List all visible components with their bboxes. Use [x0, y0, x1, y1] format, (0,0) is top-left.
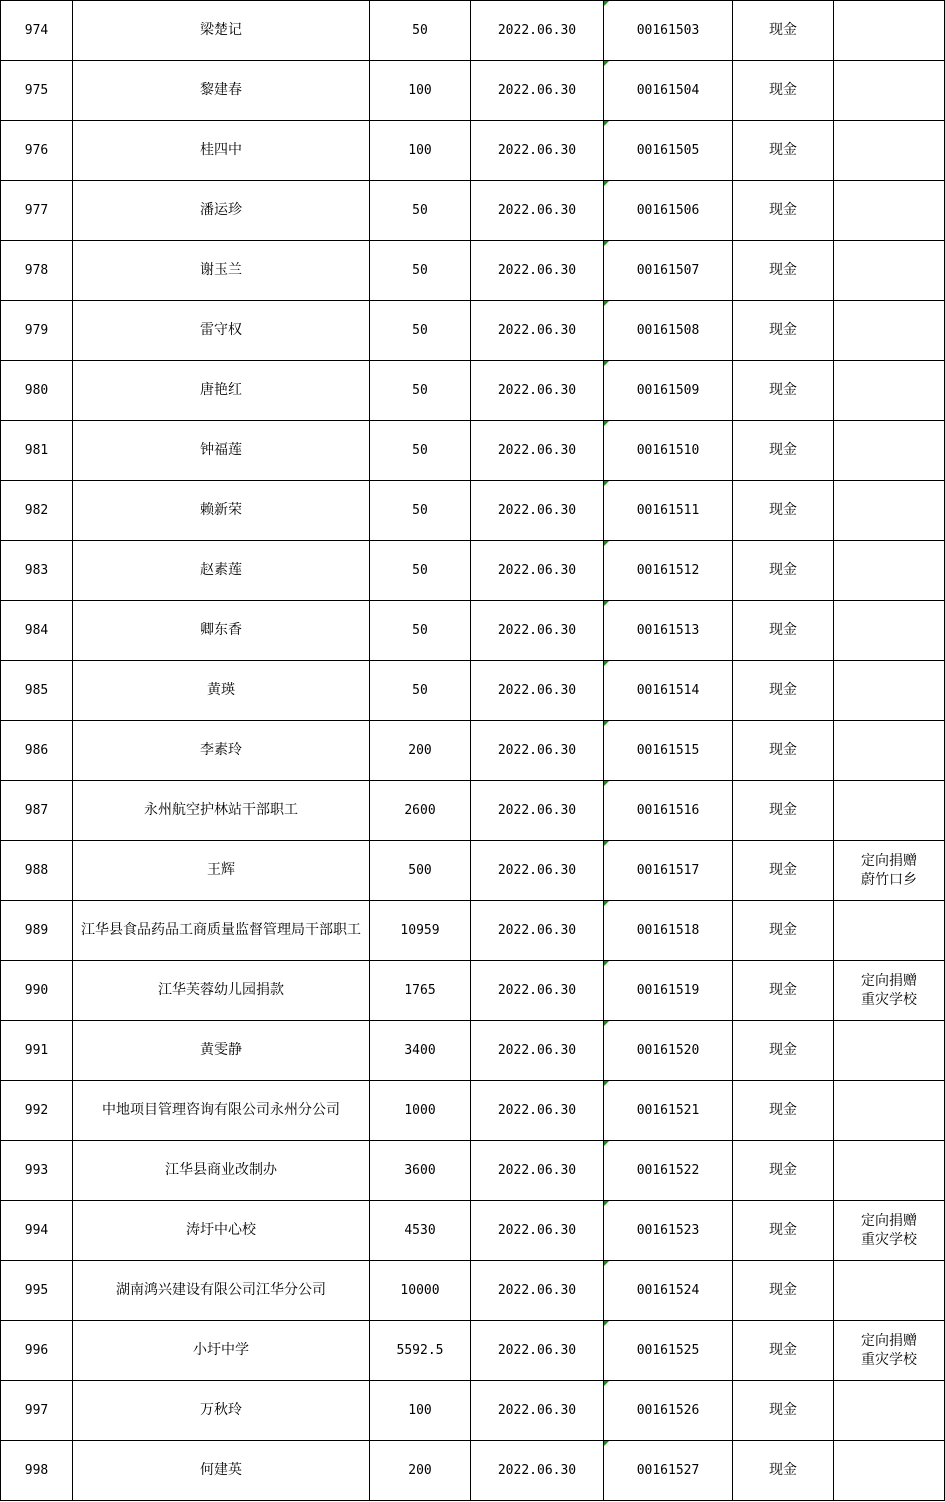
date-cell: 2022.06.30: [471, 1441, 604, 1501]
amount-cell: 50: [370, 541, 471, 601]
receipt-number-cell: 00161526: [604, 1381, 733, 1441]
row-number-cell: 992: [1, 1081, 73, 1141]
donor-name-cell: 卿东香: [73, 601, 370, 661]
note-line: 定向捐赠: [861, 1212, 917, 1229]
donor-name-cell: 万秋玲: [73, 1381, 370, 1441]
table-row: [1, 1381, 945, 1441]
payment-method-cell: 现金: [733, 361, 834, 421]
donor-name-cell: 永州航空护林站干部职工: [73, 781, 370, 841]
date-cell: 2022.06.30: [471, 541, 604, 601]
table-row: [1, 481, 945, 541]
row-number-cell: 983: [1, 541, 73, 601]
amount-cell: 500: [370, 841, 471, 901]
payment-method-cell: 现金: [733, 1381, 834, 1441]
receipt-number-cell: 00161519: [604, 961, 733, 1021]
note-line: 蔚竹口乡: [861, 871, 917, 888]
donor-name-cell: 涛圩中心校: [73, 1201, 370, 1261]
table-row: [1, 61, 945, 121]
note-cell: [834, 1081, 945, 1141]
receipt-number-cell: 00161513: [604, 601, 733, 661]
receipt-number-cell: 00161512: [604, 541, 733, 601]
row-number-cell: 997: [1, 1381, 73, 1441]
note-cell: [834, 541, 945, 601]
receipt-number-cell: 00161511: [604, 481, 733, 541]
table-row: [1, 961, 945, 1021]
payment-method-cell: 现金: [733, 721, 834, 781]
donor-name-cell: 江华芙蓉幼儿园捐款: [73, 961, 370, 1021]
note-cell: [834, 721, 945, 781]
note-cell: [834, 1, 945, 61]
note-cell: [834, 1381, 945, 1441]
receipt-number-cell: 00161514: [604, 661, 733, 721]
row-number-cell: 990: [1, 961, 73, 1021]
row-number-cell: 993: [1, 1141, 73, 1201]
note-cell: [834, 1141, 945, 1201]
date-cell: 2022.06.30: [471, 841, 604, 901]
table-row: [1, 1201, 945, 1261]
date-cell: 2022.06.30: [471, 661, 604, 721]
donor-name-cell: 王辉: [73, 841, 370, 901]
row-number-cell: 996: [1, 1321, 73, 1381]
amount-cell: 1000: [370, 1081, 471, 1141]
date-cell: 2022.06.30: [471, 1261, 604, 1321]
amount-cell: 50: [370, 661, 471, 721]
note-cell: [834, 1021, 945, 1081]
amount-cell: 10959: [370, 901, 471, 961]
donor-name-cell: 黄雯静: [73, 1021, 370, 1081]
row-number-cell: 995: [1, 1261, 73, 1321]
date-cell: 2022.06.30: [471, 1, 604, 61]
payment-method-cell: 现金: [733, 601, 834, 661]
table-row: [1, 841, 945, 901]
note-cell: [834, 121, 945, 181]
amount-cell: 3600: [370, 1141, 471, 1201]
amount-cell: 4530: [370, 1201, 471, 1261]
date-cell: 2022.06.30: [471, 1321, 604, 1381]
note-cell: [834, 181, 945, 241]
date-cell: 2022.06.30: [471, 301, 604, 361]
receipt-number-cell: 00161509: [604, 361, 733, 421]
donor-name-cell: 钟福莲: [73, 421, 370, 481]
receipt-number-cell: 00161504: [604, 61, 733, 121]
donor-name-cell: 赖新荣: [73, 481, 370, 541]
row-number-cell: 975: [1, 61, 73, 121]
payment-method-cell: 现金: [733, 301, 834, 361]
receipt-number-cell: 00161518: [604, 901, 733, 961]
date-cell: 2022.06.30: [471, 901, 604, 961]
donor-name-cell: 黄瑛: [73, 661, 370, 721]
row-number-cell: 998: [1, 1441, 73, 1501]
row-number-cell: 977: [1, 181, 73, 241]
table-row: [1, 1321, 945, 1381]
row-number-cell: 974: [1, 1, 73, 61]
payment-method-cell: 现金: [733, 181, 834, 241]
note-cell: [834, 961, 945, 1021]
date-cell: 2022.06.30: [471, 481, 604, 541]
payment-method-cell: 现金: [733, 121, 834, 181]
row-number-cell: 984: [1, 601, 73, 661]
row-number-cell: 991: [1, 1021, 73, 1081]
date-cell: 2022.06.30: [471, 1381, 604, 1441]
receipt-number-cell: 00161508: [604, 301, 733, 361]
row-number-cell: 986: [1, 721, 73, 781]
row-number-cell: 978: [1, 241, 73, 301]
donor-name-cell: 唐艳红: [73, 361, 370, 421]
receipt-number-cell: 00161516: [604, 781, 733, 841]
payment-method-cell: 现金: [733, 961, 834, 1021]
payment-method-cell: 现金: [733, 1, 834, 61]
amount-cell: 200: [370, 1441, 471, 1501]
donor-name-cell: 小圩中学: [73, 1321, 370, 1381]
table-row: [1, 1021, 945, 1081]
row-number-cell: 988: [1, 841, 73, 901]
amount-cell: 200: [370, 721, 471, 781]
date-cell: 2022.06.30: [471, 421, 604, 481]
table-row: [1, 1081, 945, 1141]
table-row: [1, 541, 945, 601]
date-cell: 2022.06.30: [471, 1081, 604, 1141]
date-cell: 2022.06.30: [471, 181, 604, 241]
note-cell: [834, 841, 945, 901]
date-cell: 2022.06.30: [471, 1141, 604, 1201]
payment-method-cell: 现金: [733, 481, 834, 541]
row-number-cell: 979: [1, 301, 73, 361]
receipt-number-cell: 00161527: [604, 1441, 733, 1501]
table-row: [1, 1261, 945, 1321]
note-line: 重灾学校: [861, 1351, 917, 1368]
payment-method-cell: 现金: [733, 841, 834, 901]
payment-method-cell: 现金: [733, 1201, 834, 1261]
note-cell: [834, 601, 945, 661]
receipt-number-cell: 00161507: [604, 241, 733, 301]
note-cell: [834, 661, 945, 721]
note-line: 定向捐赠: [861, 972, 917, 989]
amount-cell: 50: [370, 241, 471, 301]
amount-cell: 100: [370, 61, 471, 121]
date-cell: 2022.06.30: [471, 1201, 604, 1261]
note-cell: [834, 301, 945, 361]
note-cell: [834, 1321, 945, 1381]
donor-name-cell: 中地项目管理咨询有限公司永州分公司: [73, 1081, 370, 1141]
donor-name-cell: 江华县食品药品工商质量监督管理局干部职工: [73, 901, 370, 961]
donor-name-cell: 雷守权: [73, 301, 370, 361]
amount-cell: 3400: [370, 1021, 471, 1081]
date-cell: 2022.06.30: [471, 1021, 604, 1081]
receipt-number-cell: 00161517: [604, 841, 733, 901]
payment-method-cell: 现金: [733, 1261, 834, 1321]
table-row: [1, 721, 945, 781]
donor-name-cell: 谢玉兰: [73, 241, 370, 301]
receipt-number-cell: 00161510: [604, 421, 733, 481]
row-number-cell: 989: [1, 901, 73, 961]
receipt-number-cell: 00161503: [604, 1, 733, 61]
payment-method-cell: 现金: [733, 661, 834, 721]
table-row: [1, 361, 945, 421]
table-row: [1, 601, 945, 661]
note-line: 重灾学校: [861, 1231, 917, 1248]
note-line: 重灾学校: [861, 991, 917, 1008]
row-number-cell: 980: [1, 361, 73, 421]
receipt-number-cell: 00161523: [604, 1201, 733, 1261]
amount-cell: 50: [370, 361, 471, 421]
table-body: [1, 1, 945, 1501]
row-number-cell: 976: [1, 121, 73, 181]
note-line: 定向捐赠: [861, 852, 917, 869]
receipt-number-cell: 00161521: [604, 1081, 733, 1141]
receipt-number-cell: 00161524: [604, 1261, 733, 1321]
amount-cell: 1765: [370, 961, 471, 1021]
table-row: [1, 1141, 945, 1201]
receipt-number-cell: 00161522: [604, 1141, 733, 1201]
donor-name-cell: 江华县商业改制办: [73, 1141, 370, 1201]
receipt-number-cell: 00161520: [604, 1021, 733, 1081]
note-cell: [834, 1201, 945, 1261]
table-row: [1, 421, 945, 481]
date-cell: 2022.06.30: [471, 61, 604, 121]
table-row: [1, 901, 945, 961]
table-row: [1, 1, 945, 61]
receipt-number-cell: 00161505: [604, 121, 733, 181]
amount-cell: 5592.5: [370, 1321, 471, 1381]
payment-method-cell: 现金: [733, 61, 834, 121]
payment-method-cell: 现金: [733, 421, 834, 481]
date-cell: 2022.06.30: [471, 601, 604, 661]
donor-name-cell: 湖南鸿兴建设有限公司江华分公司: [73, 1261, 370, 1321]
amount-cell: 100: [370, 121, 471, 181]
amount-cell: 50: [370, 601, 471, 661]
row-number-cell: 982: [1, 481, 73, 541]
receipt-number-cell: 00161506: [604, 181, 733, 241]
donor-name-cell: 赵素莲: [73, 541, 370, 601]
amount-cell: 50: [370, 1, 471, 61]
payment-method-cell: 现金: [733, 901, 834, 961]
date-cell: 2022.06.30: [471, 361, 604, 421]
note-line: 定向捐赠: [861, 1332, 917, 1349]
donor-name-cell: 黎建春: [73, 61, 370, 121]
payment-method-cell: 现金: [733, 781, 834, 841]
table-row: [1, 781, 945, 841]
payment-method-cell: 现金: [733, 1441, 834, 1501]
payment-method-cell: 现金: [733, 241, 834, 301]
amount-cell: 50: [370, 421, 471, 481]
note-cell: [834, 481, 945, 541]
note-cell: [834, 781, 945, 841]
donor-name-cell: 李素玲: [73, 721, 370, 781]
receipt-number-cell: 00161525: [604, 1321, 733, 1381]
receipt-number-cell: 00161515: [604, 721, 733, 781]
note-cell: [834, 241, 945, 301]
note-cell: [834, 901, 945, 961]
row-number-cell: 981: [1, 421, 73, 481]
payment-method-cell: 现金: [733, 1141, 834, 1201]
donor-name-cell: 潘运珍: [73, 181, 370, 241]
payment-method-cell: 现金: [733, 1081, 834, 1141]
amount-cell: 2600: [370, 781, 471, 841]
date-cell: 2022.06.30: [471, 121, 604, 181]
amount-cell: 50: [370, 181, 471, 241]
table-row: [1, 241, 945, 301]
payment-method-cell: 现金: [733, 1321, 834, 1381]
table-row: [1, 181, 945, 241]
date-cell: 2022.06.30: [471, 781, 604, 841]
note-cell: [834, 1261, 945, 1321]
table-row: [1, 661, 945, 721]
donor-name-cell: 梁楚记: [73, 1, 370, 61]
amount-cell: 100: [370, 1381, 471, 1441]
note-cell: [834, 1441, 945, 1501]
table-row: [1, 301, 945, 361]
amount-cell: 50: [370, 481, 471, 541]
donor-name-cell: 何建英: [73, 1441, 370, 1501]
date-cell: 2022.06.30: [471, 721, 604, 781]
date-cell: 2022.06.30: [471, 241, 604, 301]
payment-method-cell: 现金: [733, 541, 834, 601]
row-number-cell: 987: [1, 781, 73, 841]
payment-method-cell: 现金: [733, 1021, 834, 1081]
donor-name-cell: 桂四中: [73, 121, 370, 181]
date-cell: 2022.06.30: [471, 961, 604, 1021]
row-number-cell: 994: [1, 1201, 73, 1261]
amount-cell: 50: [370, 301, 471, 361]
row-number-cell: 985: [1, 661, 73, 721]
table-row: [1, 121, 945, 181]
table-row: [1, 1441, 945, 1501]
note-cell: [834, 421, 945, 481]
amount-cell: 10000: [370, 1261, 471, 1321]
note-cell: [834, 361, 945, 421]
note-cell: [834, 61, 945, 121]
